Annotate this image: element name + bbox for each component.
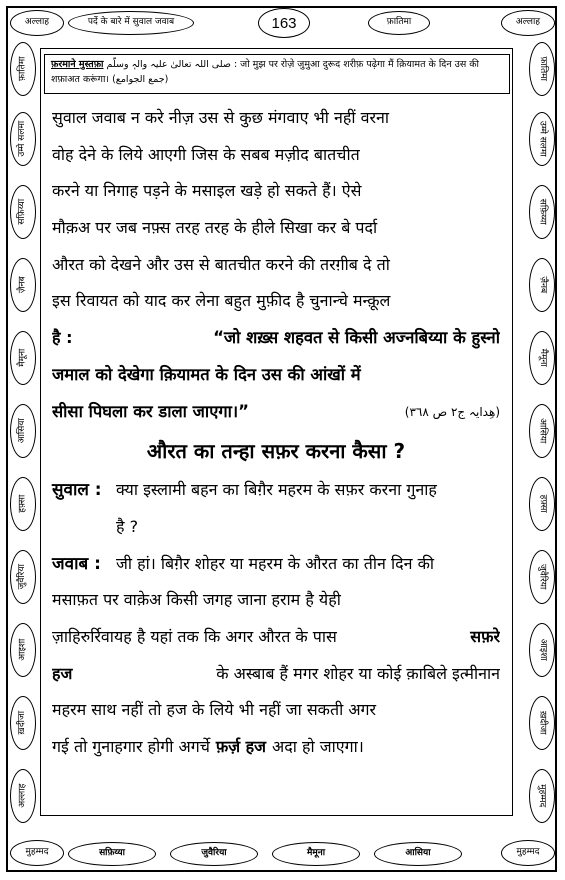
side-cartouche-right: मुहम्मद — [529, 769, 555, 823]
body-line: करने या निगाह पड़ने के मसाइल खड़े हो सकते हैं। ऐसे — [52, 181, 362, 201]
quote-reference: (ھِدایہ ج۲ ص ٣٦٨) — [404, 404, 500, 419]
body-line: औरत को देखने और उस से बातचीत करने की तरग़ीब दे तो — [52, 254, 390, 274]
quote-line — [52, 320, 500, 357]
answer-text: के अस्बाब हैं मगर शोहर या कोई क़ाबिले इत्मीनान — [216, 663, 500, 683]
answer-text: गई तो गुनाहगार होगी अगर्चे — [52, 737, 210, 757]
side-cartouche-right: हफ़्सा — [529, 477, 555, 531]
answer-bold: फ़र्ज़ हज — [215, 737, 267, 757]
answer-label: जवाब : — [52, 553, 101, 574]
banner-arabic: صلی اللہ تعالیٰ علیہ والہٖ وسلّم — [106, 59, 231, 70]
side-cartouche-left: मैमूना — [10, 331, 36, 385]
side-cartouche-right: फ़ातिमा — [529, 42, 555, 96]
banner-line — [51, 57, 503, 72]
answer-text: अदा हो जाएगा। — [272, 737, 364, 757]
banner-text-2: शफ़ाअत करूंगा। — [51, 74, 110, 85]
hadith-banner — [44, 54, 510, 94]
side-cartouche-left: ज़ैनब — [10, 258, 36, 312]
banner-source: (جمع الجوامع) — [112, 74, 169, 85]
body-line: वोह देने के लिये आएगी जिस के सबब मज़ीद बातचीत — [52, 144, 360, 164]
side-cartouche-right: उम्मे सलमा — [529, 112, 555, 166]
answer-line: मसाफ़त पर वाक़ेअ किसी जगह जाना हराम है येही — [52, 590, 341, 610]
side-cartouche-left: आइशा — [10, 623, 36, 677]
side-cartouche-left: फ़ातिमा — [10, 42, 36, 96]
side-cartouche-right: जुवैरिया — [529, 550, 555, 604]
side-cartouche-left: अल्लाह — [10, 769, 36, 823]
banner-text: : जो मुझ पर रोज़े जुमुआ दुरूद शरीफ़ पढ़ेगा मैं क़ियामत के दिन उस की — [233, 59, 480, 70]
side-cartouche-right: ख़दीजा — [529, 696, 555, 750]
answer-line — [52, 619, 500, 656]
answer-line — [52, 656, 500, 693]
quote-line — [52, 394, 500, 431]
quote-text: जमाल को देखेगा क़ियामत के दिन उस की आंखों में — [52, 364, 361, 384]
body-line: इस रिवायत को याद कर लेना बहुत मुफ़ीद है चुनान्चे मन्क़ूल — [52, 291, 391, 311]
banner-line-2 — [51, 72, 503, 87]
body-line: मौक़अ पर जब नफ़्स तरह तरह के हीले सिखा कर बे पर्दा — [52, 218, 378, 238]
header-cartouche-right: फ़ातिमा — [368, 11, 430, 35]
quote-text: सीसा पिघला कर डाला जाएगा।” — [52, 401, 249, 421]
quote-line — [52, 357, 500, 394]
footer-cartouche: मैमूना — [272, 842, 360, 866]
section-heading: औरत का तन्हा सफ़र करना कैसा ? — [146, 439, 406, 464]
page-number: 163 — [258, 8, 310, 38]
side-cartouche-left: आसिया — [10, 404, 36, 458]
banner-label: फ़रमाने मुस्तफ़ा — [51, 59, 104, 70]
body-line: सुवाल जवाब न करे नीज़ उस से कुछ मंगवाए भी नहीं वरना — [52, 108, 390, 127]
answer-line: महरम साथ नहीं तो हज के लिये भी नहीं जा सकती अगर — [52, 700, 377, 720]
footer-cartouche: आसिया — [374, 842, 462, 866]
answer — [52, 546, 500, 583]
side-cartouche-right: सफ़िय्या — [529, 185, 555, 239]
running-title: पर्दे के बारे में सुवाल जवाब — [68, 11, 194, 35]
side-cartouche-right: मैमूना — [529, 331, 555, 385]
corner-cartouche-top-right: अल्लाह — [501, 10, 555, 36]
answer-bold: हज — [52, 663, 73, 683]
corner-cartouche-bottom-left: मुहम्मद — [10, 840, 64, 866]
question — [52, 472, 500, 509]
side-cartouche-right: आसिया — [529, 404, 555, 458]
page-content — [52, 100, 500, 766]
side-cartouche-right: ज़ैनब — [529, 258, 555, 312]
quote-lead: है : — [52, 328, 73, 348]
answer-text: जी हां। बिग़ैर शोहर या महरम के औरत का तीन दिन की — [116, 553, 435, 573]
question-continuation: है ? — [116, 516, 139, 536]
footer-cartouche: जुवैरिया — [170, 842, 258, 866]
answer-bold: सफ़रे — [470, 626, 500, 646]
question-label: सुवाल : — [52, 480, 102, 501]
corner-cartouche-bottom-right: मुहम्मद — [501, 840, 555, 866]
quote-text: “जो शख़्स शहवत से किसी अज्नबिय्या के हुस्नो — [213, 328, 500, 348]
footer-cartouche: सफ़िय्या — [68, 842, 156, 866]
answer-line — [52, 729, 500, 766]
corner-cartouche-top-left: अल्लाह — [10, 10, 64, 36]
side-cartouche-left: जुवैरिया — [10, 550, 36, 604]
question-text: क्या इस्लामी बहन का बिग़ैर महरम के सफ़र करना गुनाह — [116, 480, 437, 500]
side-cartouche-right: आइशा — [529, 623, 555, 677]
side-cartouche-left: उम्मे सलमा — [10, 112, 36, 166]
side-cartouche-left: हफ़्सा — [10, 477, 36, 531]
answer-text: ज़ाहिरुर्रिवायह है यहां तक कि अगर औरत के पास — [52, 626, 337, 646]
side-cartouche-left: ख़दीजा — [10, 696, 36, 750]
side-cartouche-left: सफ़िय्या — [10, 185, 36, 239]
